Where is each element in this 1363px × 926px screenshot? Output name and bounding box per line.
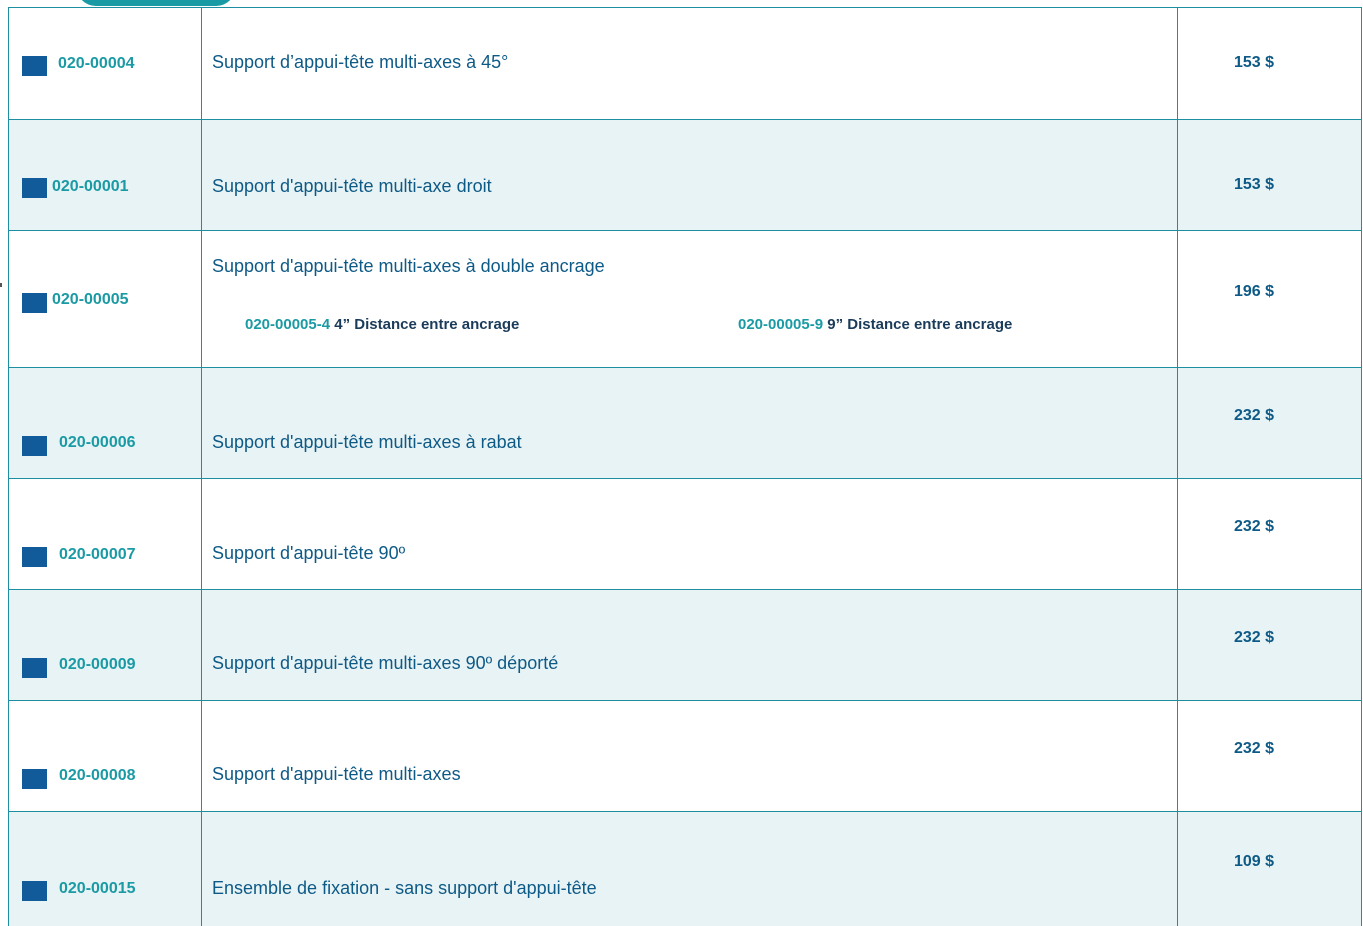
product-description: Support d'appui-tête multi-axes 90º déporté bbox=[212, 653, 559, 673]
code-cell bbox=[9, 368, 202, 478]
product-price: 153 $ bbox=[1234, 176, 1275, 193]
variant-option bbox=[245, 316, 519, 333]
price-cell bbox=[1178, 120, 1362, 230]
description-cell bbox=[202, 231, 1178, 367]
product-price: 232 $ bbox=[1234, 629, 1275, 646]
code-cell bbox=[9, 479, 202, 589]
product-price: 109 $ bbox=[1234, 853, 1275, 870]
product-description: Support d’appui-tête multi-axes à 45° bbox=[212, 52, 509, 72]
code-cell bbox=[9, 701, 202, 811]
description-cell bbox=[202, 120, 1178, 230]
description-cell bbox=[202, 812, 1178, 926]
code-cell bbox=[9, 120, 202, 230]
select-checkbox[interactable] bbox=[22, 881, 47, 901]
price-cell bbox=[1178, 590, 1362, 700]
product-code: 020-00015 bbox=[59, 880, 136, 897]
price-cell bbox=[1178, 8, 1362, 119]
price-cell bbox=[1178, 701, 1362, 811]
product-description: Support d'appui-tête 90º bbox=[212, 543, 406, 563]
table-row bbox=[9, 812, 1362, 926]
product-description: Support d'appui-tête multi-axes bbox=[212, 764, 461, 784]
select-checkbox[interactable] bbox=[22, 178, 47, 198]
product-code: 020-00007 bbox=[59, 546, 136, 563]
variant-code: 020-00005-9 bbox=[738, 316, 824, 333]
variant-code: 020-00005-4 bbox=[245, 316, 331, 333]
description-cell bbox=[202, 590, 1178, 700]
table-row bbox=[9, 701, 1362, 812]
product-price: 196 $ bbox=[1234, 283, 1275, 300]
price-cell bbox=[1178, 368, 1362, 478]
select-checkbox[interactable] bbox=[22, 658, 47, 678]
code-cell bbox=[9, 590, 202, 700]
product-price: 232 $ bbox=[1234, 740, 1275, 757]
table-row bbox=[9, 231, 1362, 368]
product-description: Support d'appui-tête multi-axes à rabat bbox=[212, 432, 522, 452]
description-cell bbox=[202, 479, 1178, 589]
description-cell bbox=[202, 8, 1178, 119]
product-price: 232 $ bbox=[1234, 518, 1275, 535]
table-row bbox=[9, 368, 1362, 479]
description-cell bbox=[202, 368, 1178, 478]
product-code: 020-00004 bbox=[58, 55, 135, 72]
price-cell bbox=[1178, 812, 1362, 926]
product-code: 020-00006 bbox=[59, 434, 136, 451]
select-checkbox[interactable] bbox=[22, 293, 47, 313]
variant-option bbox=[738, 316, 1012, 333]
table-row bbox=[9, 479, 1362, 590]
variant-label: 9” Distance entre ancrage bbox=[827, 316, 1013, 333]
select-checkbox[interactable] bbox=[22, 769, 47, 789]
table-row bbox=[9, 590, 1362, 701]
product-price: 153 $ bbox=[1234, 54, 1275, 71]
description-cell bbox=[202, 701, 1178, 811]
price-table bbox=[8, 7, 1362, 926]
price-cell bbox=[1178, 479, 1362, 589]
product-code: 020-00005 bbox=[52, 291, 129, 308]
product-code: 020-00009 bbox=[59, 656, 136, 673]
variant-label: 4” Distance entre ancrage bbox=[334, 316, 520, 333]
product-price: 232 $ bbox=[1234, 407, 1275, 424]
code-cell bbox=[9, 812, 202, 926]
product-description: Support d'appui-tête multi-axe droit bbox=[212, 176, 492, 196]
product-description: Support d'appui-tête multi-axes à double ancrage bbox=[212, 256, 605, 276]
product-description: Ensemble de fixation - sans support d'appui-tête bbox=[212, 878, 597, 898]
select-checkbox[interactable] bbox=[22, 56, 47, 76]
price-cell bbox=[1178, 231, 1362, 367]
code-cell bbox=[9, 231, 202, 367]
edge-mark bbox=[0, 283, 2, 287]
table-row bbox=[9, 120, 1362, 231]
select-checkbox[interactable] bbox=[22, 436, 47, 456]
product-code: 020-00008 bbox=[59, 767, 136, 784]
select-checkbox[interactable] bbox=[22, 547, 47, 567]
header-tab bbox=[76, 0, 236, 6]
product-code: 020-00001 bbox=[52, 178, 129, 195]
table-row bbox=[9, 8, 1362, 120]
code-cell bbox=[9, 8, 202, 119]
